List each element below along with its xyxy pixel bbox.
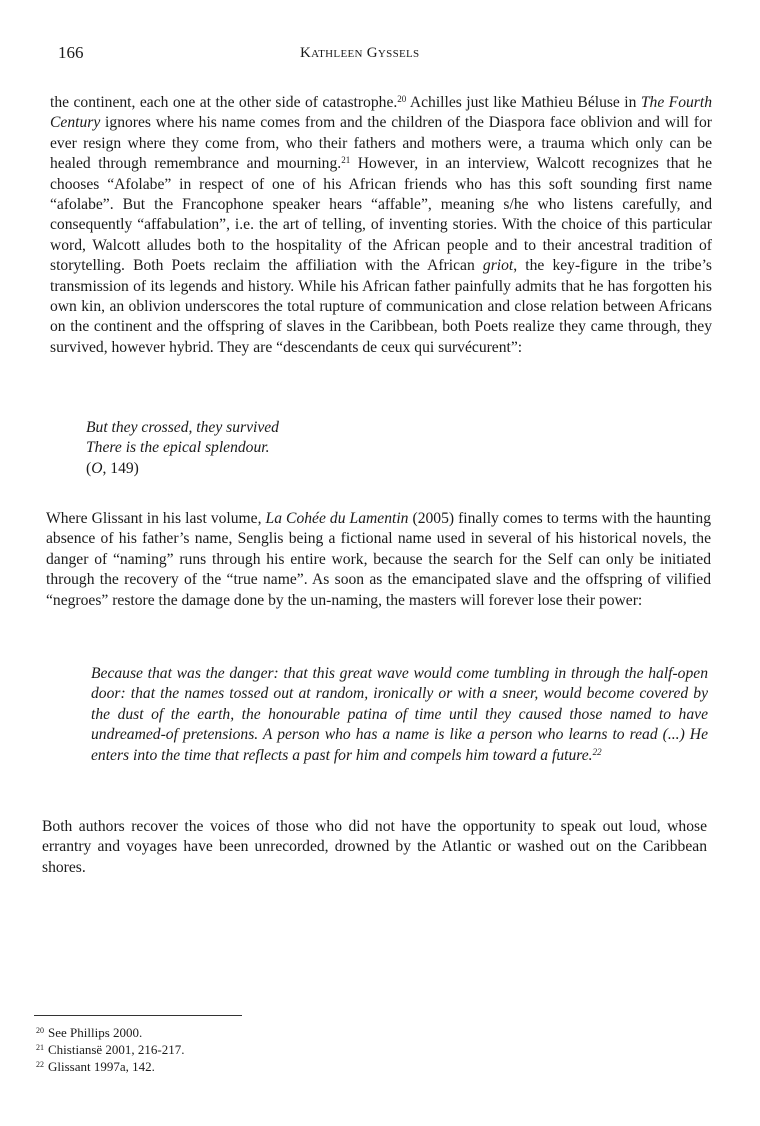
footnote-ref-22: 22 <box>592 746 602 757</box>
footnote-text: See Phillips 2000. <box>48 1025 143 1040</box>
verse-line-2: There is the epical splendour. <box>86 439 270 457</box>
footnote-ref-20: 20 <box>397 94 407 104</box>
text-run: However, in an interview, Walcott recognizes that he chooses “Afolabe” in respect of one of his African friends who has this soft sounding first name “afolabe”. But the Francophone speaker hears “affable”, meaning s/he who listens carefully, and consequently “affabulation”, i.e. the art of telling, of inventing stories. With the choice of this particular word, Walcott alludes both to the hospitality of the African people and to their ancestral tradition of storytelling. Both Poets reclaim the affiliation with the African <box>50 155 712 275</box>
body-paragraph-1 <box>50 93 712 358</box>
body-paragraph-3 <box>42 817 707 878</box>
page-number: 166 <box>58 43 84 62</box>
footnote-text: Chistiansë 2001, 216-217. <box>48 1042 185 1057</box>
footnote-21 <box>36 1042 185 1058</box>
verse-quote <box>86 418 279 479</box>
footnote-number: 21 <box>36 1043 44 1052</box>
running-head: Kathleen Gyssels <box>300 45 420 61</box>
text-run: Achilles just like Mathieu Béluse in <box>406 94 641 111</box>
verse-citation <box>86 459 279 479</box>
footnote-22 <box>36 1059 155 1075</box>
footnote-number: 22 <box>36 1060 44 1069</box>
text-run: , the key-figure in the tribe’s transmission of its legends and history. While his African father painfully admits that he has forgotten his own kin, an oblivion underscores the total rupture of communication and close relation between Africans on the continent and the offspring of slaves in the Caribbean, both Poets realize they came through, they survived, however hybrid. They are “descendants de ceux qui survécurent”: <box>50 257 712 356</box>
text-run: Both authors recover the voices of those who did not have the opportunity to speak out loud, whose errantry and voyages have been unrecorded, drowned by the Atlantic or washed out on the Caribbean shores. <box>42 818 707 876</box>
text-run: the continent, each one at the other side of catastrophe. <box>50 94 398 111</box>
footnote-divider <box>34 1015 242 1016</box>
cite-work: O <box>91 459 103 477</box>
footnote-ref-21: 21 <box>341 155 351 166</box>
italic-title: The Fourth Century <box>50 94 712 132</box>
quote-text: Because that was the danger: that this great wave would come tumbling in through the half-open door: that the names tossed out at random, ironically or with a sneer, would become covered by the dust of the earth, the honourable patina of time until they caused those named to have undreamed-of pretensions. A person who has a name is like a person who learns to read (...) He enters into the time that reflects a past for him and compels him toward a future. <box>91 665 708 764</box>
text-run: Where Glissant in his last volume, <box>46 510 266 527</box>
body-paragraph-2 <box>46 509 711 611</box>
text-run: ignores where his name comes from and the children of the Diaspora face oblivion and will for ever resign where they come from, who their fathers and mothers were, a trauma which only can be healed through remembrance and mourning. <box>50 114 712 173</box>
footnote-20 <box>36 1025 142 1041</box>
cite-rest: , 149) <box>102 459 139 477</box>
cite-open: ( <box>86 459 92 477</box>
block-quote <box>91 664 708 766</box>
text-run: (2005) finally comes to terms with the haunting absence of his father’s name, Senglis being a fictional name used in several of his historical novels, the danger of “naming” runs through his entire work, because the search for the Self can only be initiated through the recovery of the “true name”. As soon as the emancipated slave and the offspring of vilified “negroes” restore the damage done by the un-naming, the masters will forever lose their power: <box>46 510 711 609</box>
footnote-text: Glissant 1997a, 142. <box>48 1059 155 1074</box>
italic-title: La Cohée du Lamentin <box>265 510 409 527</box>
verse-line-1: But they crossed, they survived <box>86 419 279 436</box>
italic-term: griot <box>482 257 514 275</box>
footnote-number: 20 <box>36 1026 44 1035</box>
